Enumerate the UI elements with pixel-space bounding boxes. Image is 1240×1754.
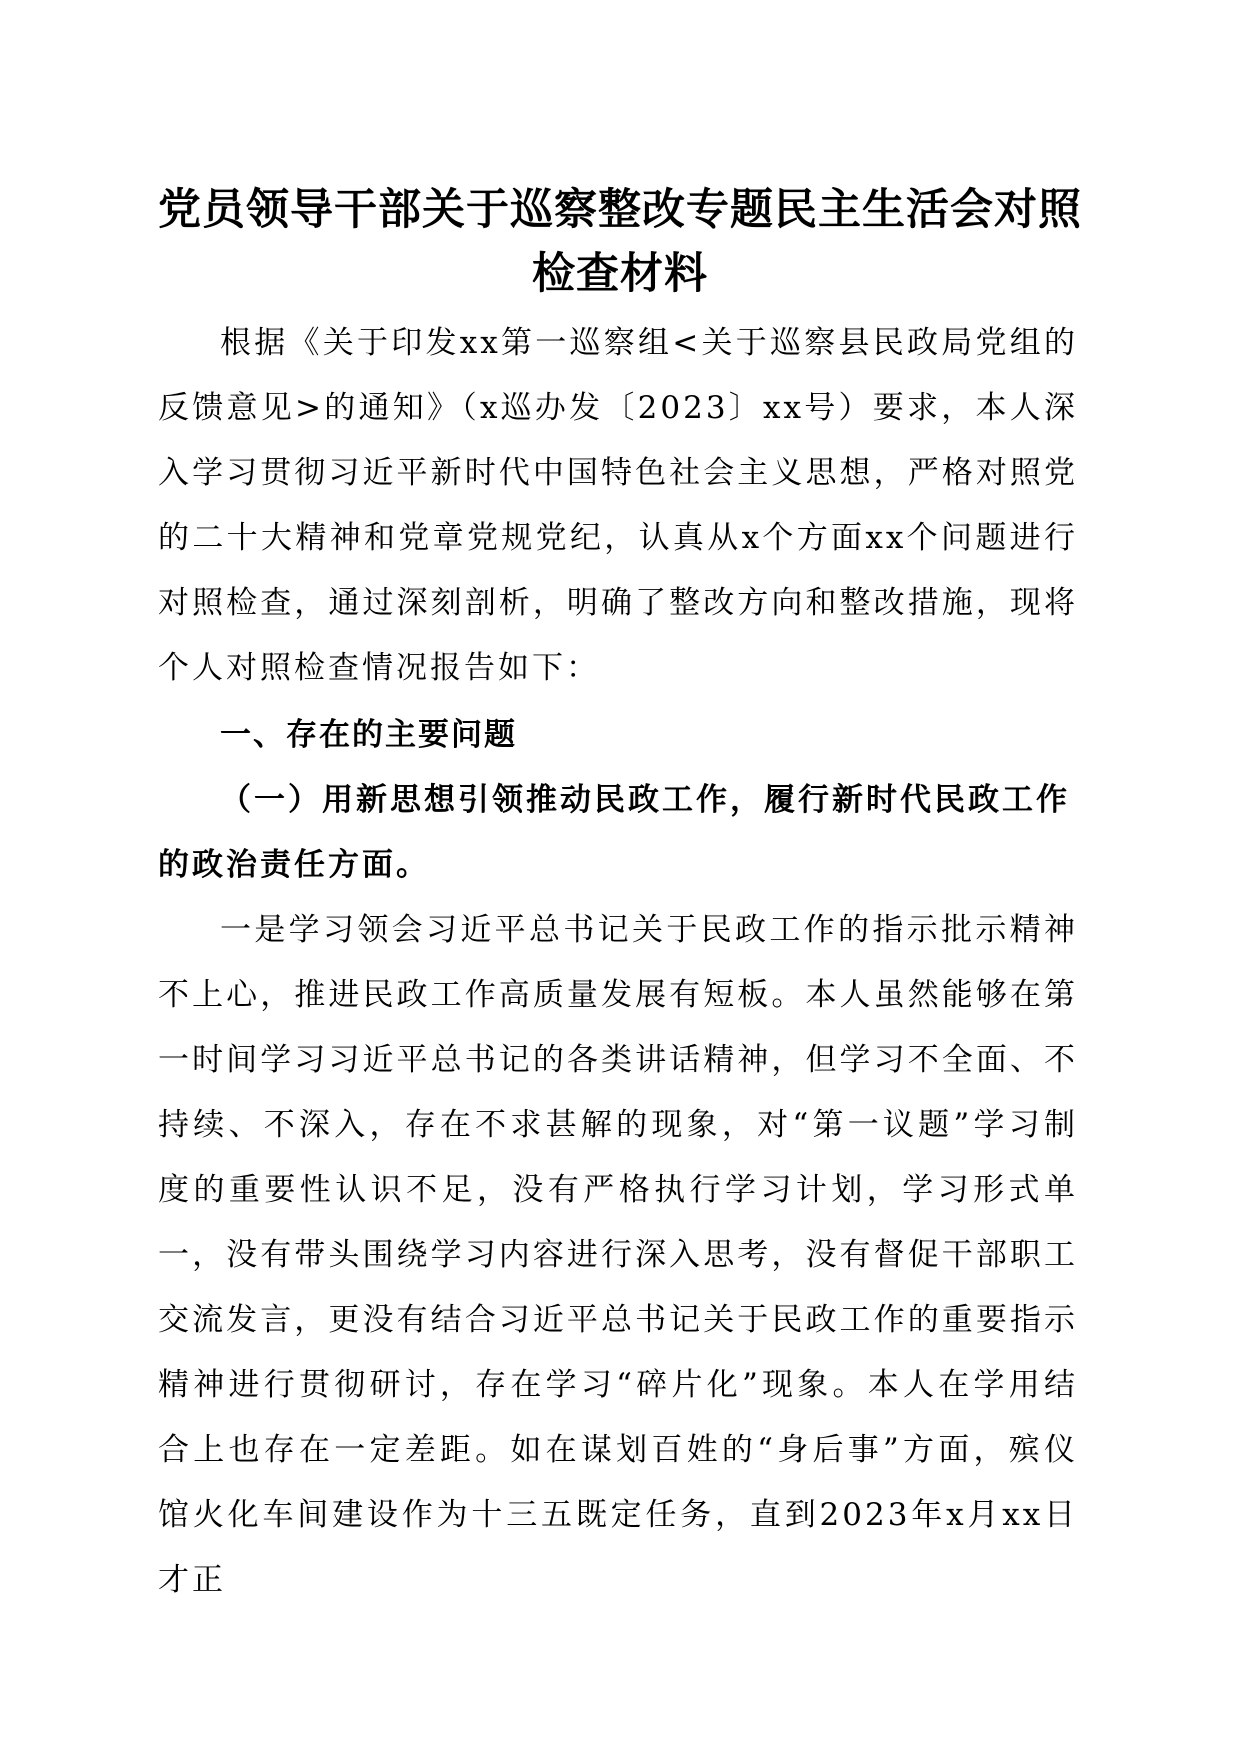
document-title: 党员领导干部关于巡察整改专题民主生活会对照检查材料 [158, 185, 1082, 299]
subsection-heading-1: （一）用新思想引领推动民政工作，履行新时代民政工作的政治责任方面。 [158, 782, 1070, 883]
section-heading-1: 一、存在的主要问题 [220, 717, 517, 753]
body-paragraph-2: 一是学习领会习近平总书记关于民政工作的指示批示精神不上心，推进民政工作高质量发展有短板。本人虽然能够在第一时间学习习近平总书记的各类讲话精神，但学习不全面、不持续、不深入，存在不求甚解的现象，对“第一议题”学习制度的重要性认识不足，没有严格执行学习计划，学习形式单一，没有带头围绕学习内容进行深入思考，没有督促干部职工交流发言，更没有结合习近平总书记关于民政工作的重要指示精神进行贯彻研讨，存在学习“碎片化”现象。本人在学用结合上也存在一定差距。如在谋划百姓的“身后事”方面，殡仪馆火化车间建设作为十三五既定任务，直到2023年x月xx日才正 [158, 912, 1078, 1598]
intro-paragraph: 根据《关于印发xx第一巡察组<关于巡察县民政局党组的反馈意见>的通知》（x巡办发〔2023〕xx号）要求，本人深入学习贯彻习近平新时代中国特色社会主义思想，严格对照党的二十大精神和党章党规党纪，认真从x个方面xx个问题进行对照检查，通过深刻剖析，明确了整改方向和整改措施，现将个人对照检查情况报告如下： [158, 325, 1078, 686]
